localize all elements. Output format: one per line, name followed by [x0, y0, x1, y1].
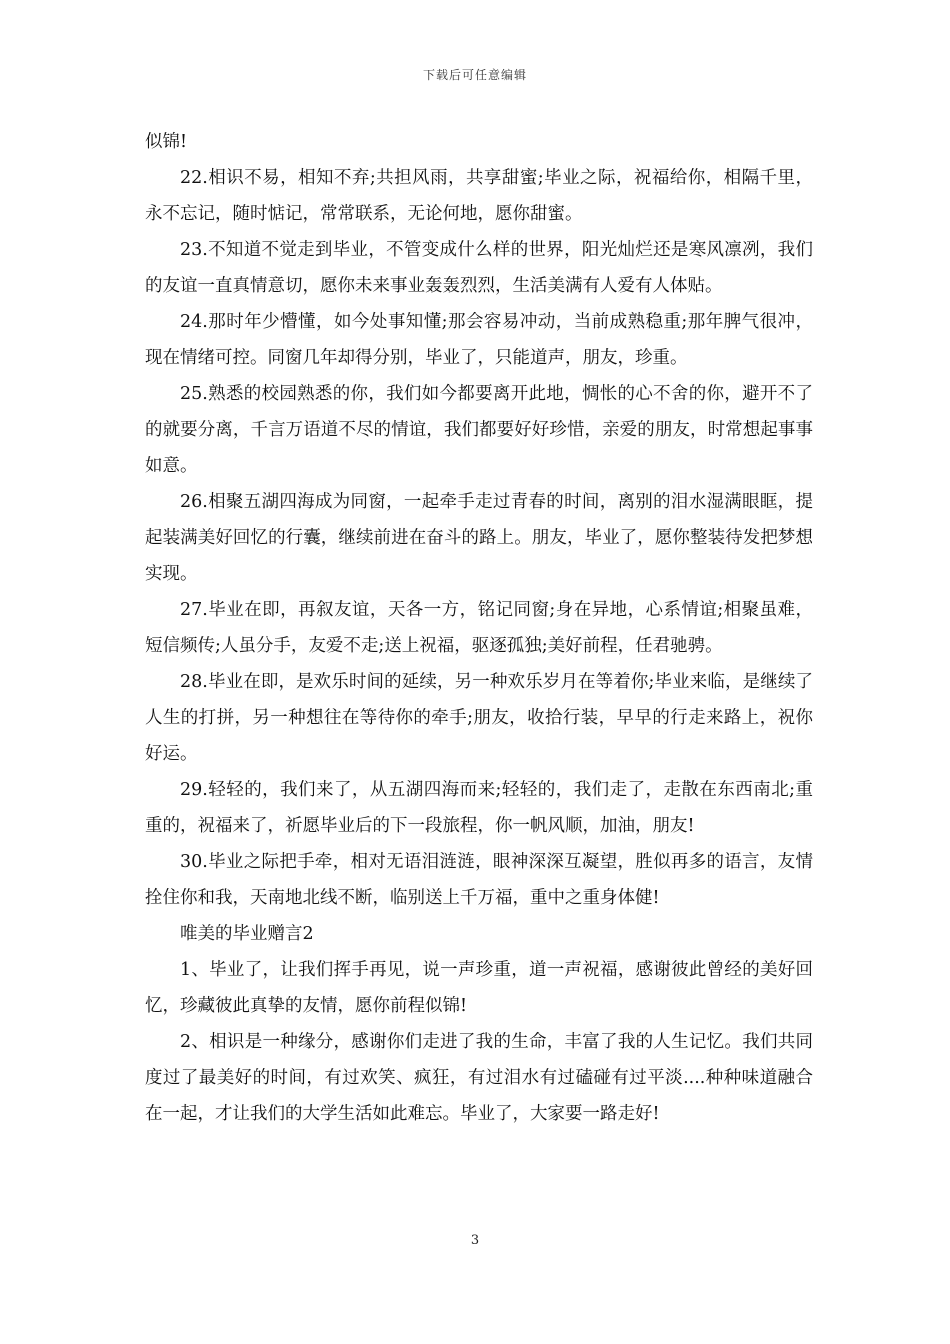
- paragraph-22: 22.相识不易，相知不弃;共担风雨，共享甜蜜;毕业之际，祝福给你，相隔千里，永不忘记，随时惦记，常常联系，无论何地，愿你甜蜜。: [145, 168, 813, 224]
- page-header: 下载后可任意编辑: [422, 68, 527, 82]
- paragraph-item-1: 1、毕业了，让我们挥手再见，说一声珍重，道一声祝福，感谢彼此曾经的美好回忆，珍藏彼此真挚的友情，愿你前程似锦!: [145, 960, 813, 1016]
- paragraph-25: 25.熟悉的校园熟悉的你，我们如今都要离开此地，惆怅的心不舍的你，避开不了的就要分离，千言万语道不尽的情谊，我们都要好好珍惜，亲爱的朋友，时常想起事事如意。: [145, 384, 813, 476]
- paragraph-30: 30.毕业之际把手牵，相对无语泪涟涟，眼神深深互凝望，胜似再多的语言，友情拴住你和我，天南地北线不断，临别送上千万福，重中之重身体健!: [145, 852, 813, 908]
- paragraph-continuation: 似锦!: [145, 132, 188, 152]
- paragraph-28: 28.毕业在即，是欢乐时间的延续，另一种欢乐岁月在等着你;毕业来临，是继续了人生的打拼，另一种想往在等待你的牵手;朋友，收拾行装，早早的行走来路上，祝你好运。: [145, 672, 813, 764]
- paragraph-23: 23.不知道不觉走到毕业，不管变成什么样的世界，阳光灿烂还是寒风凛冽，我们的友谊一直真情意切，愿你未来事业轰轰烈烈，生活美满有人爱有人体贴。: [145, 240, 813, 296]
- paragraph-27: 27.毕业在即，再叙友谊，天各一方，铭记同窗;身在异地，心系情谊;相聚虽难，短信频传;人虽分手，友爱不走;送上祝福，驱逐孤独;美好前程，任君驰骋。: [145, 600, 813, 656]
- section-heading: 唯美的毕业赠言2: [180, 924, 314, 944]
- page-number: 3: [470, 1233, 480, 1248]
- paragraph-item-2: 2、相识是一种缘分，感谢你们走进了我的生命，丰富了我的人生记忆。我们共同度过了最美好的时间，有过欢笑、疯狂，有过泪水有过磕碰有过平淡....种种味道融合在一起，才让我们的大学生活如此难忘。毕业了，大家要一路走好!: [145, 1032, 813, 1124]
- document-body: [145, 124, 813, 1132]
- paragraph-26: 26.相聚五湖四海成为同窗，一起牵手走过青春的时间，离别的泪水湿满眼眶，提起装满美好回忆的行囊，继续前进在奋斗的路上。朋友，毕业了，愿你整装待发把梦想实现。: [145, 492, 813, 584]
- paragraph-24: 24.那时年少懵懂，如今处事知懂;那会容易冲动，当前成熟稳重;那年脾气很冲，现在情绪可控。同窗几年却得分别，毕业了，只能道声，朋友，珍重。: [145, 312, 813, 368]
- paragraph-29: 29.轻轻的，我们来了，从五湖四海而来;轻轻的，我们走了，走散在东西南北;重重的，祝福来了，祈愿毕业后的下一段旅程，你一帆风顺，加油，朋友!: [145, 780, 813, 836]
